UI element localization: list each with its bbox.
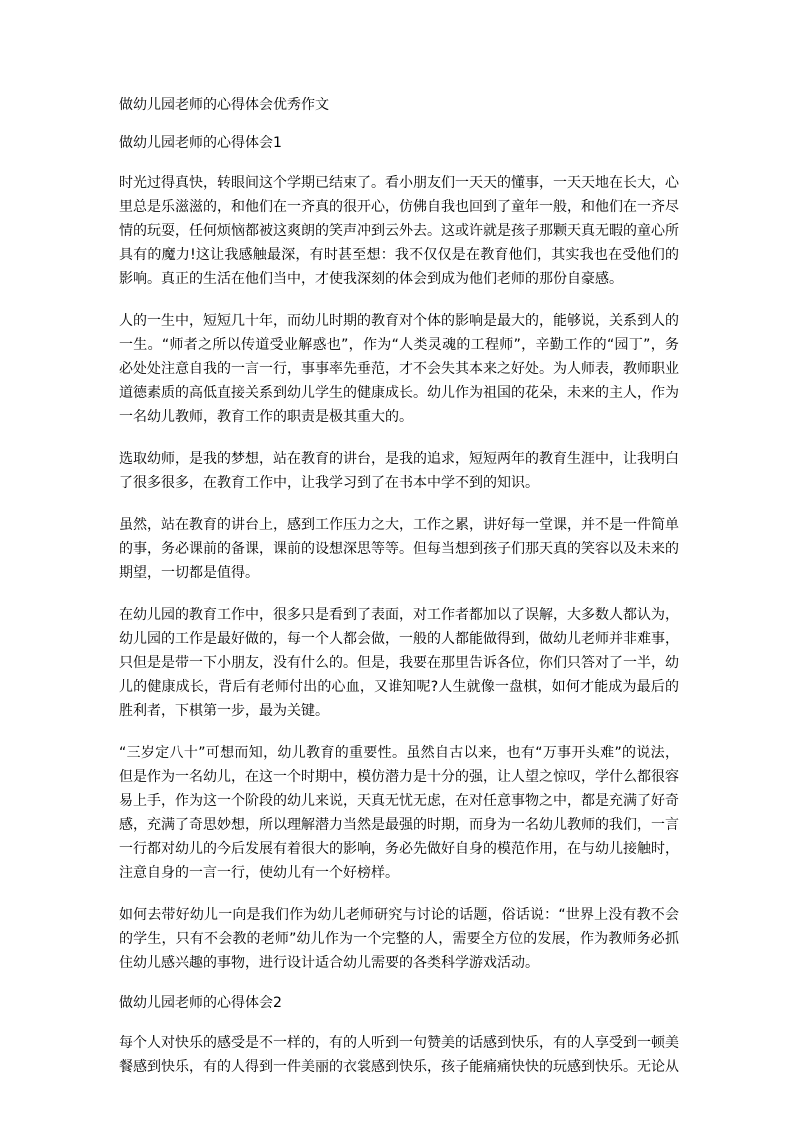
document-page (119, 95, 679, 1079)
section-2-paragraph-1: 每个人对快乐的感受是不一样的，有的人听到一句赞美的话感到快乐，有的人享受到一顿美餐感到快乐，有的人得到一件美丽的衣裳感到快乐，孩子能痛痛快快的玩感到快乐。无论从 (119, 1035, 679, 1075)
section-1-heading: 做幼儿园老师的心得体会1 (119, 135, 282, 151)
section-1-paragraph-5: 在幼儿园的教育工作中，很多只是看到了表面，对工作者都加以了误解，大多数人都认为，幼儿园的工作是最好做的，每一个人都会做，一般的人都能做得到，做幼儿老师并非难事，只但是是带一下小朋友，没有什么的。但是，我要在那里告诉各位，你们只答对了一半，幼儿的健康成长，背后有老师付出的心血，又谁知呢?人生就像一盘棋，如何才能成为最后的胜利者，下棋第一步，最为关键。 (119, 607, 679, 719)
document-title: 做幼儿园老师的心得体会优秀作文 (119, 97, 329, 113)
section-1-paragraph-4: 虽然，站在教育的讲台上，感到工作压力之大，工作之累，讲好每一堂课，并不是一件简单的事，务必课前的备课，课前的设想深思等等。但每当想到孩子们那天真的笑容以及未来的期望，一切都是值得。 (119, 517, 679, 581)
section-2-heading: 做幼儿园老师的心得体会2 (119, 995, 282, 1011)
section-1-paragraph-6: “三岁定八十”可想而知，幼儿教育的重要性。虽然自古以来，也有“万事开头难”的说法，但是作为一名幼儿，在这一个时期中，模仿潜力是十分的强，让人望之惊叹，学什么都很容易上手，作为这一个阶段的幼儿来说，天真无忧无虑，在对任意事物之中，都是充满了好奇感，充满了奇思妙想，所以理解潜力当然是最强的时期，而身为一名幼儿教师的我们，一言一行都对幼儿的今后发展有着很大的影响，务必先做好自身的模范作用，在与幼儿接触时，注意自身的一言一行，使幼儿有一个好榜样。 (119, 745, 679, 881)
section-1-paragraph-1: 时光过得真快，转眼间这个学期已结束了。看小朋友们一天天的懂事，一天天地在长大，心里总是乐滋滋的，和他们在一齐真的很开心，仿佛自我也回到了童年一般，和他们在一齐尽情的玩耍，任何烦恼都被这爽朗的笑声冲到云外去。这或许就是孩子那颗天真无暇的童心所具有的魔力!这让我感触最深，有时甚至想：我不仅仅是在教育他们，其实我也在受他们的影响。真正的生活在他们当中，才使我深刻的体会到成为他们老师的那份自豪感。 (119, 175, 679, 287)
section-1-paragraph-3: 选取幼师，是我的梦想，站在教育的讲台，是我的追求，短短两年的教育生涯中，让我明白了很多很多，在教育工作中，让我学习到了在书本中学不到的知识。 (119, 451, 679, 491)
section-1-paragraph-2: 人的一生中，短短几十年，而幼儿时期的教育对个体的影响是最大的，能够说，关系到人的一生。“师者之所以传道受业解惑也”，作为“人类灵魂的工程师”，辛勤工作的“园丁”，务必处处注意自我的一言一行，事事率先垂范，才不会失其本来之好处。为人师表，教师职业道德素质的高低直接关系到幼儿学生的健康成长。幼儿作为祖国的花朵，未来的主人，作为一名幼儿教师，教育工作的职责是极其重大的。 (119, 313, 679, 425)
section-1-paragraph-7: 如何去带好幼儿一向是我们作为幼儿老师研究与讨论的话题，俗话说：“世界上没有教不会的学生，只有不会教的老师”幼儿作为一个完整的人，需要全方位的发展，作为教师务必抓住幼儿感兴趣的事物，进行设计适合幼儿需要的各类科学游戏活动。 (119, 907, 679, 971)
